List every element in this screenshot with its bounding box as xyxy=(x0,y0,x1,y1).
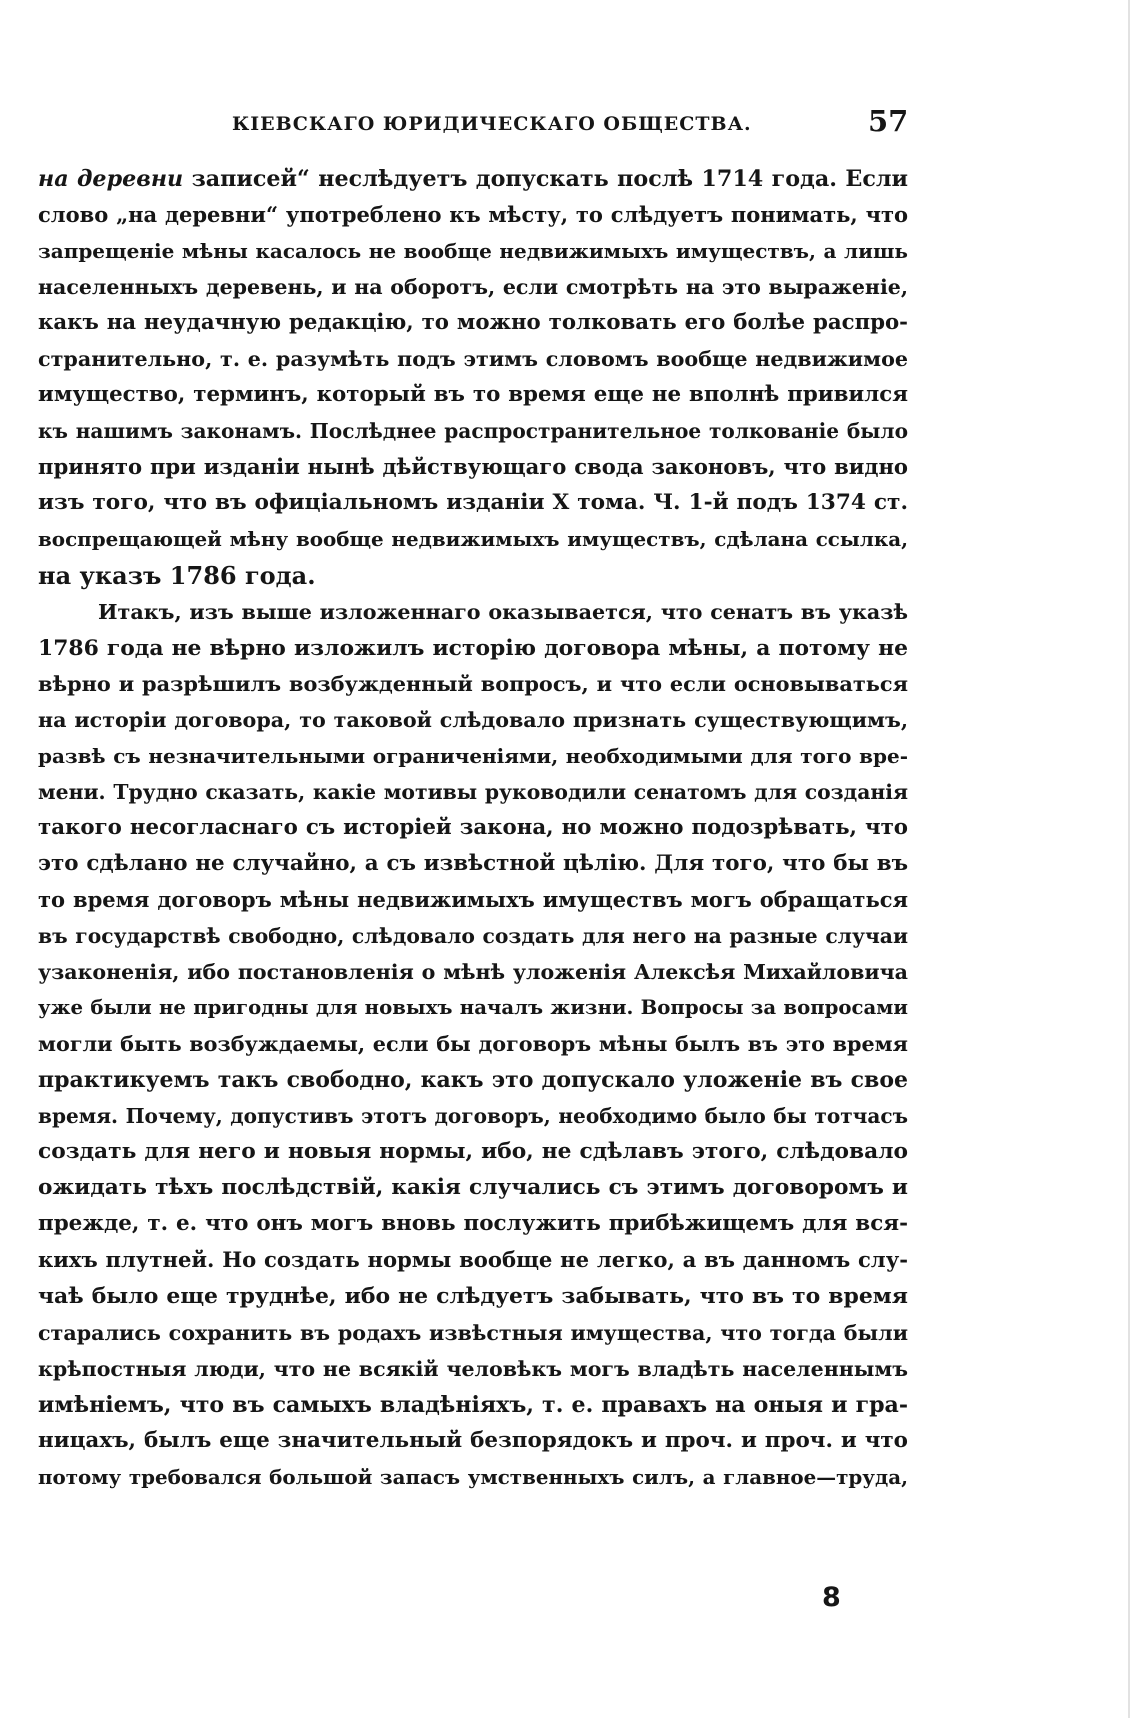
text-line: уже были не пригодны для новыхъ началъ жизни. Вопросы за вопросами xyxy=(38,996,908,1020)
text-line: это сдѣлано не случайно, а съ извѣстной цѣлію. Для того, что бы въ xyxy=(38,850,908,876)
text-line: въ государствѣ свободно, слѣдовало создать для него на разные случаи xyxy=(38,923,908,948)
text-line: практикуемъ такъ свободно, какъ это допускало уложеніе въ свое xyxy=(38,1067,908,1094)
text-run: записей“ неслѣдуетъ допускать послѣ 1714 года. Если xyxy=(183,166,908,192)
text-line: изъ того, что въ офиціальномъ изданіи X тома. Ч. 1-й подъ 1374 ст. xyxy=(38,490,908,516)
text-line: населенныхъ деревень, и на оборотъ, если смотрѣть на это выраженіе, xyxy=(38,275,908,300)
text-line: кихъ плутней. Но создать нормы вообще не легко, а въ данномъ слу- xyxy=(38,1247,908,1273)
text-line: Итакъ, изъ выше изложеннаго оказывается, что сенатъ въ указѣ xyxy=(98,599,908,624)
text-line: такого несогласнаго съ исторіей закона, но можно подозрѣвать, что xyxy=(38,814,908,840)
text-line: на указъ 1786 года. xyxy=(38,560,316,590)
text-line: какъ на неудачную редакцію, то можно толковать его болѣе распро- xyxy=(38,310,908,336)
text-line: странительно, т. е. разумѣть подъ этимъ словомъ вообще недвижимое xyxy=(38,347,908,372)
text-line: мени. Трудно сказать, какіе мотивы руководили сенатомъ для созданія xyxy=(38,779,908,804)
text-line: имущество, терминъ, который въ то время еще не вполнѣ привился xyxy=(38,382,908,408)
signature-mark: 8 xyxy=(822,1582,841,1613)
text-line: могли быть возбуждаемы, если бы договоръ мѣны былъ въ это время xyxy=(38,1032,908,1057)
text-line: къ нашимъ законамъ. Послѣднее распространительное толкованіе было xyxy=(38,419,908,444)
text-line: то время договоръ мѣны недвижимыхъ имуществъ могъ обращаться xyxy=(38,886,908,912)
text-line: крѣпостныя люди, что не всякій человѣкъ могъ владѣть населеннымъ xyxy=(38,1356,908,1381)
text-line: чаѣ было еще труднѣе, ибо не слѣдуетъ забывать, что въ то время xyxy=(38,1283,908,1310)
text-line: слово „на деревни“ употреблено къ мѣсту, то слѣдуетъ понимать, что xyxy=(38,202,908,228)
text-line: имѣніемъ, что въ самыхъ владѣніяхъ, т. е. правахъ на оныя и гра- xyxy=(38,1391,908,1418)
body-text xyxy=(38,161,908,1495)
text-line: воспрещающей мѣну вообще недвижимыхъ имуществъ, сдѣлана ссылка, xyxy=(38,527,908,552)
text-line xyxy=(38,161,908,197)
text-line: принято при изданіи нынѣ дѣйствующаго свода законовъ, что видно xyxy=(38,454,908,480)
text-line: ожидать тѣхъ послѣдствій, какія случались съ этимъ договоромъ и xyxy=(38,1175,908,1201)
text-line: прежде, т. е. что онъ могъ вновь послужить прибѣжищемъ для вся- xyxy=(38,1211,908,1237)
text-line: потому требовался большой запасъ умственныхъ силъ, а главное—труда, xyxy=(38,1464,908,1489)
running-header: КІЕВСКАГО ЮРИДИЧЕСКАГО ОБЩЕСТВА. xyxy=(232,113,752,135)
text-line: старались сохранить въ родахъ извѣстныя имущества, что тогда были xyxy=(38,1320,908,1345)
text-line: запрещеніе мѣны касалось не вообще недвижимыхъ имуществъ, а лишь xyxy=(38,239,908,264)
text-line: создать для него и новыя нормы, ибо, не сдѣлавъ этого, слѣдовало xyxy=(38,1139,908,1165)
text-line: ницахъ, былъ еще значительный безпорядокъ и проч. и проч. и что xyxy=(38,1427,908,1453)
text-line: время. Почему, допустивъ этотъ договоръ, необходимо было бы тотчасъ xyxy=(38,1104,908,1129)
page-edge-line xyxy=(1128,0,1130,1718)
text-line: вѣрно и разрѣшилъ возбужденный вопросъ, и что если основываться xyxy=(38,670,908,696)
emphasized-phrase: на деревни xyxy=(38,166,184,192)
text-line: на исторіи договора, то таковой слѣдовало признать существующимъ, xyxy=(38,707,908,732)
page-number: 57 xyxy=(868,104,909,138)
text-line: узаконенія, ибо постановленія о мѣнѣ уложенія Алексѣя Михайловича xyxy=(38,960,908,985)
text-line: 1786 года не вѣрно изложилъ исторію договора мѣны, а потому не xyxy=(38,634,908,661)
text-line: развѣ съ незначительными ограниченіями, необходимыми для того вре- xyxy=(38,743,908,768)
